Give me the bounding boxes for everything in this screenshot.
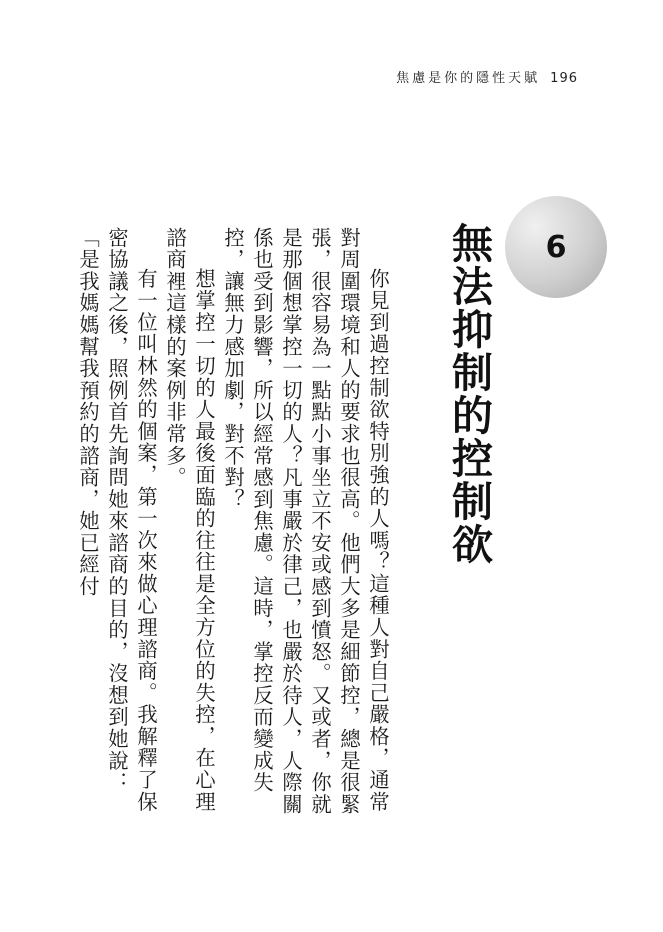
paragraph: 想掌控一切的人最後面臨的往往是全方位的失控，在心理諮商裡這樣的案例非常多。 xyxy=(163,227,216,813)
chapter-title: 無法抑制的控制欲 xyxy=(445,222,493,566)
chapter-number: 6 xyxy=(545,229,567,265)
chapter-number-badge xyxy=(505,196,607,298)
body-text xyxy=(76,227,392,833)
paragraph: 有一位叫林然的個案，第一次來做心理諮商。我解釋了保密協議之後，照例首先詢問她來諮商的目的，沒想到她說：「是我媽媽幫我預約的諮商，她已經付 xyxy=(76,227,158,813)
running-head xyxy=(396,67,578,86)
paragraph: 你見到過控制欲特別強的人嗎？這種人對自己嚴格，通常對周圍環境和人的要求也很高。他們大多是細節控，總是很緊張，很容易為一點點小事坐立不安或感到憤怒。又或者，你就是那個想掌控一切的人？凡事嚴於律己，也嚴於待人，人際關係也受到影響，所以經常感到焦慮。這時，掌控反而變成失控，讓無力感加劇，對不對？ xyxy=(221,227,390,816)
page-number: 196 xyxy=(550,71,578,86)
book-title: 焦慮是你的隱性天賦 xyxy=(396,71,541,86)
